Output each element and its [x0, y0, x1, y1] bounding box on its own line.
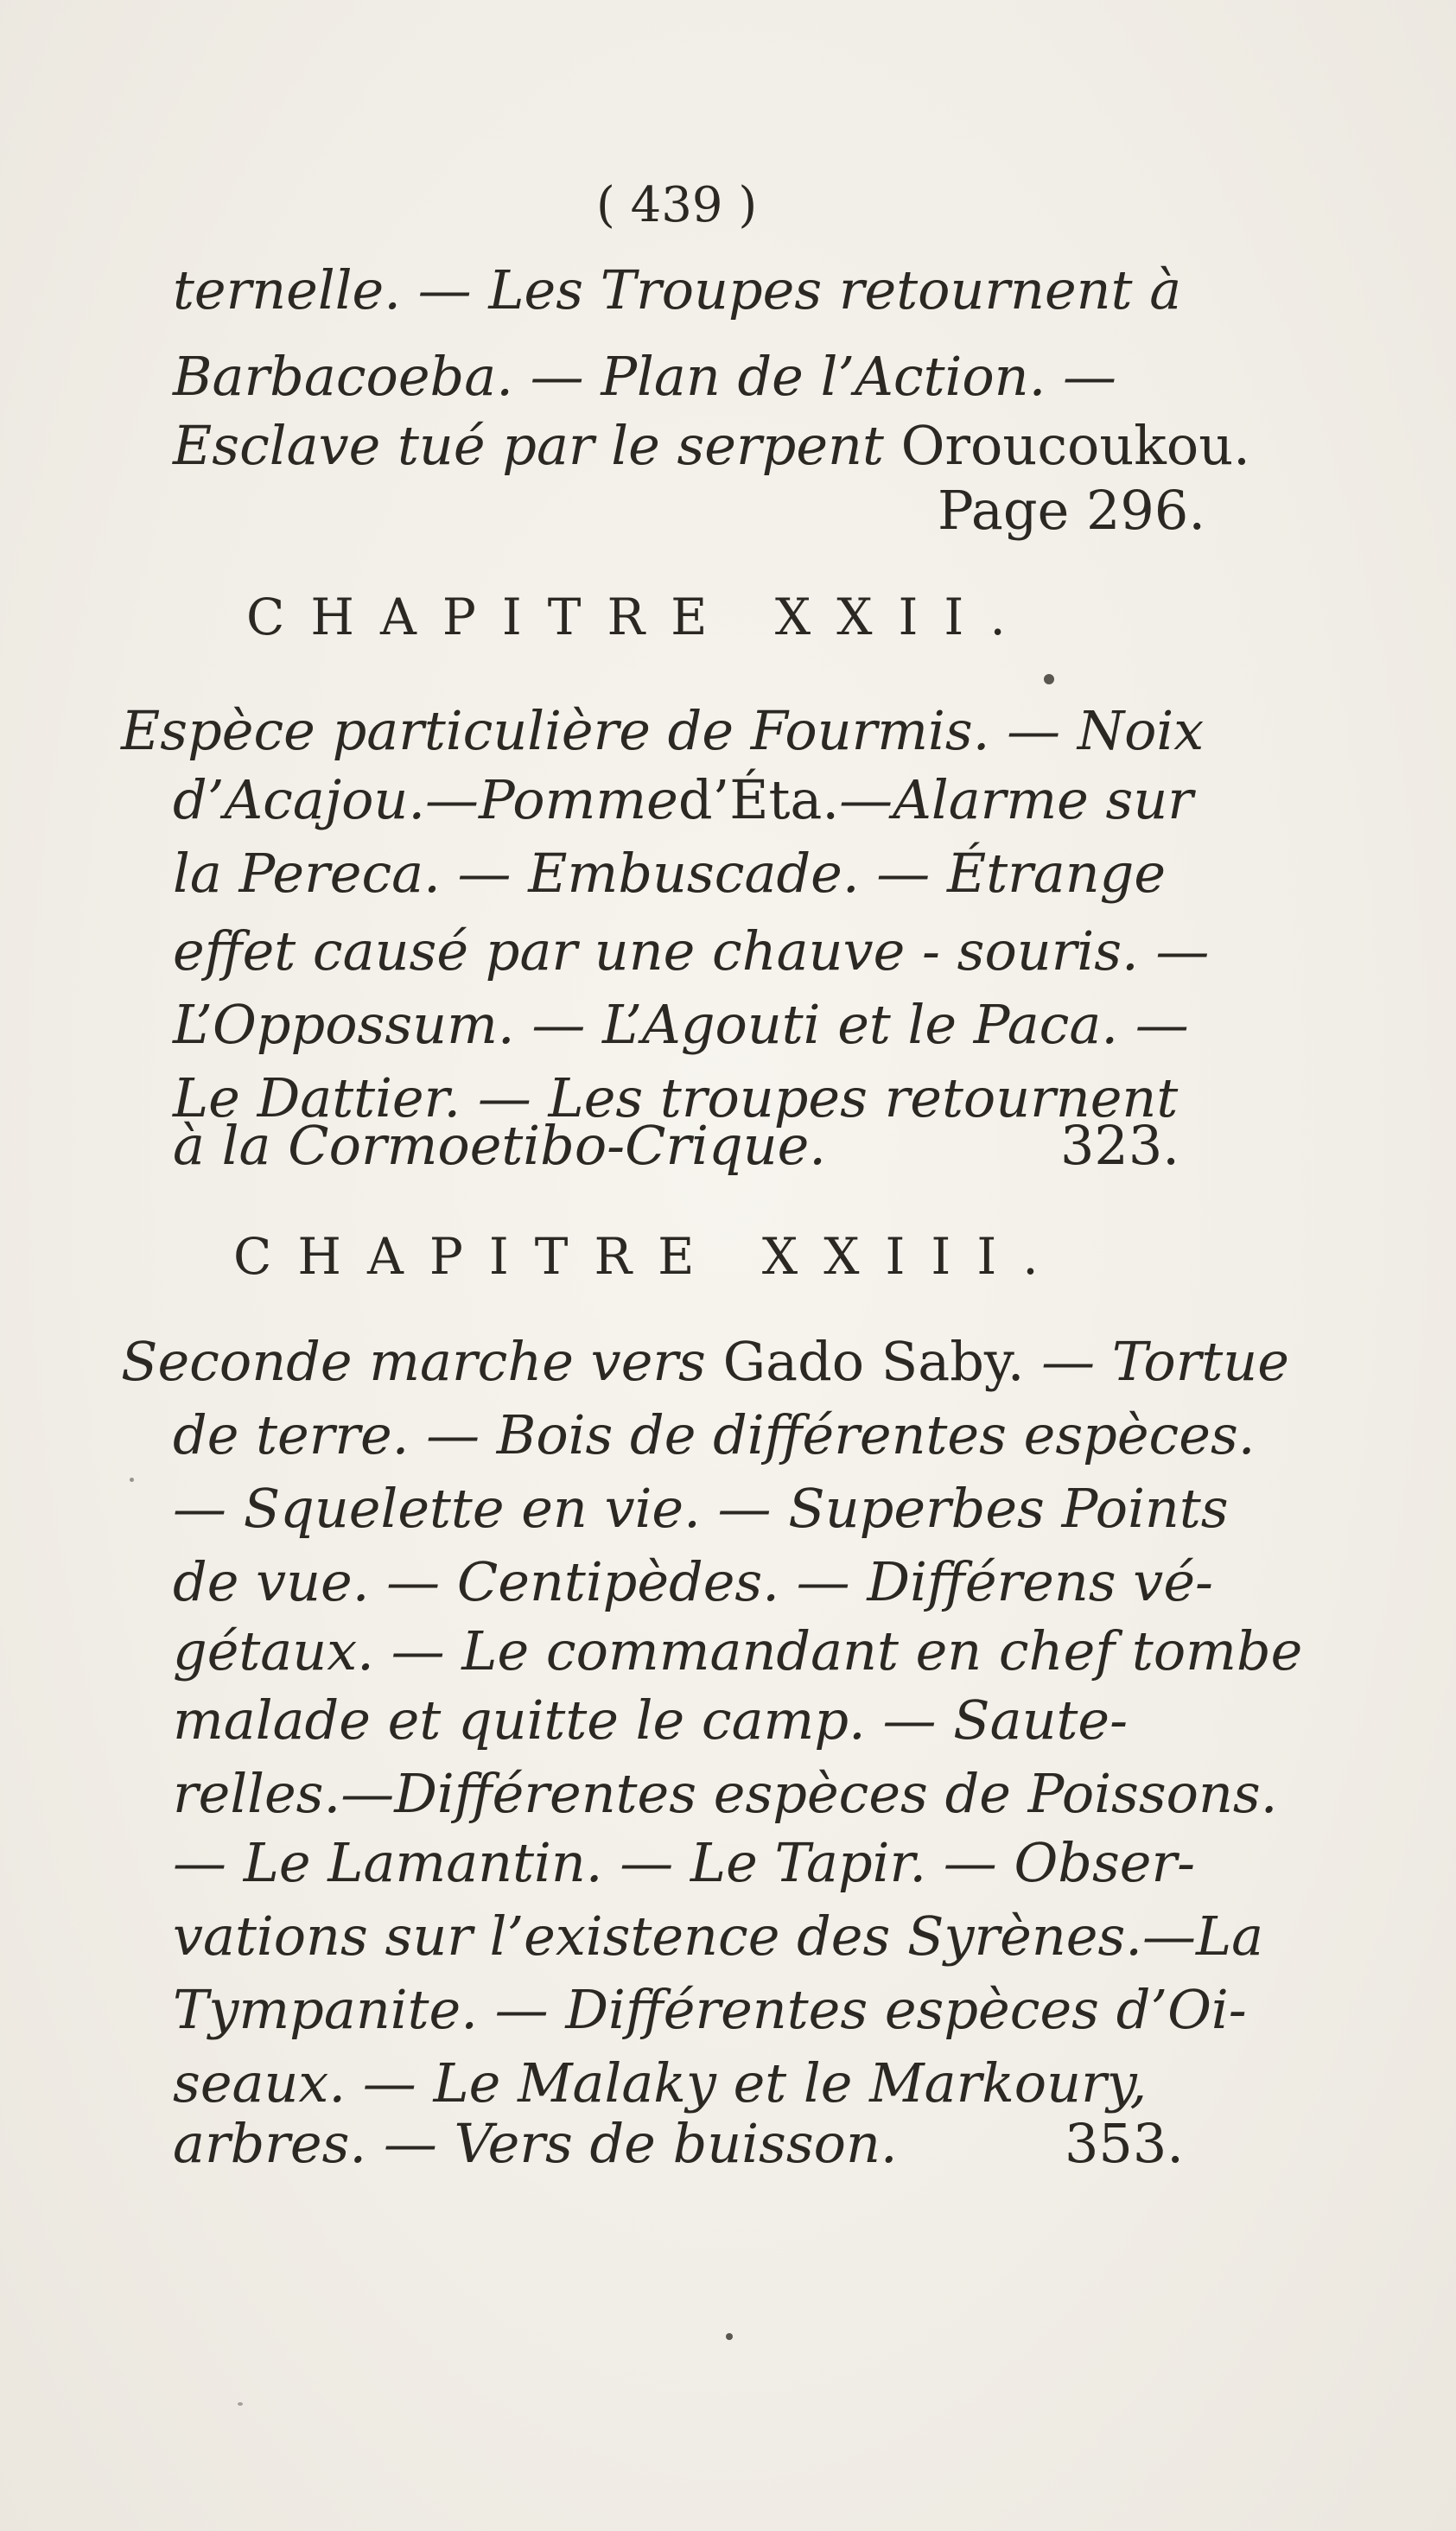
ch23-line-10-content: Tympanite. — Différentes espèces d’Oi- [173, 1978, 1247, 2041]
ch23-line-11 [173, 2051, 1148, 2114]
ch23-line-5 [173, 1619, 1303, 1682]
text-line-3-roman: Oroucoukou. [900, 414, 1250, 477]
text-line-2 [173, 345, 1175, 408]
page-number: ( 439 ) [596, 177, 758, 233]
ch23-line-3-content: — Squelette en vie. — Superbes Points [173, 1477, 1229, 1540]
ink-speck [238, 2402, 243, 2406]
text-line-3 [173, 414, 1250, 477]
ch22-line-2-italic-a: d’Acajou.—Pomme [173, 768, 678, 831]
ch23-page-number: 353. [1064, 2112, 1184, 2175]
ch23-line-1-italic-a: Seconde marche vers [121, 1330, 706, 1393]
ch23-line-9-content: vations sur l’existence des Syrènes.—La [173, 1905, 1264, 1968]
ch22-line-4-content: effet causé par une chauve - souris. — [173, 919, 1210, 983]
ch23-line-7-content: relles.—Différentes espèces de Poissons. [173, 1762, 1278, 1825]
page-reference-1: Page 296. [938, 479, 1206, 542]
ch23-line-8-content: — Le Lamantin. — Le Tapir. — Obser- [173, 1831, 1196, 1894]
ch23-line-10 [173, 1978, 1247, 2041]
ink-speck [1044, 674, 1054, 684]
ch23-line-9 [173, 1905, 1264, 1968]
text-line-1-content: ternelle. — Les Troupes retournent à [173, 258, 1182, 321]
chapter-23-heading: CHAPITRE XXIII. [233, 1227, 1065, 1286]
ch22-line-4 [173, 919, 1210, 983]
ch22-line-6-content: Le Dattier. — Les troupes retournent [173, 1066, 1179, 1129]
ch22-page-number: 323. [1059, 1114, 1179, 1177]
ch23-line-11-content: seaux. — Le Malaky et le Markoury, [173, 2051, 1148, 2114]
ch22-line-7 [173, 1114, 1179, 1177]
text-line-3-italic: Esclave tué par le serpent [173, 414, 884, 477]
text-line-1 [173, 258, 1182, 321]
ch22-line-1 [121, 699, 1205, 762]
ink-speck [130, 1478, 134, 1482]
ch23-line-5-content: gétaux. — Le commandant en chef tombe [173, 1619, 1303, 1682]
ch23-line-6-content: malade et quitte le camp. — Saute- [173, 1688, 1129, 1752]
ch22-line-2 [173, 768, 1193, 831]
ch22-line-5-content: L’Oppossum. — L’Agouti et le Paca. — [173, 993, 1189, 1056]
ch23-line-2 [173, 1403, 1256, 1466]
ch22-line-5 [173, 993, 1189, 1056]
ink-speck [726, 2333, 733, 2340]
ch23-line-4 [173, 1550, 1213, 1613]
ch23-line-4-content: de vue. — Centipèdes. — Différens vé- [173, 1550, 1213, 1613]
ch23-line-6 [173, 1688, 1129, 1752]
ch23-line-1-roman: Gado Saby. [722, 1330, 1025, 1393]
ch23-line-1 [121, 1330, 1289, 1393]
text-line-2-content: Barbacoeba. — Plan de l’Action. — [173, 345, 1117, 408]
ch22-line-7-content: à la Cormoetibo-Crique. [173, 1114, 827, 1177]
ch22-line-2-roman: d’Éta. [677, 768, 840, 831]
ch23-line-8 [173, 1831, 1196, 1894]
ch22-line-3 [173, 842, 1167, 905]
ch22-line-3-content: la Pereca. — Embuscade. — Étrange [173, 842, 1167, 905]
ch23-line-12-content: arbres. — Vers de buisson. [173, 2112, 898, 2175]
ch22-line-1-content: Espèce particulière de Fourmis. — Noix [121, 699, 1205, 762]
ch23-line-2-content: de terre. — Bois de différentes espèces. [173, 1403, 1256, 1466]
ch22-line-2-italic-b: —Alarme sur [839, 768, 1193, 831]
ch23-line-7 [173, 1762, 1278, 1825]
ch23-line-1-italic-b: — Tortue [1041, 1330, 1289, 1393]
ch23-line-3 [173, 1477, 1229, 1540]
ch23-line-12 [173, 2112, 1184, 2175]
chapter-22-heading: CHAPITRE XXII. [246, 588, 1032, 646]
